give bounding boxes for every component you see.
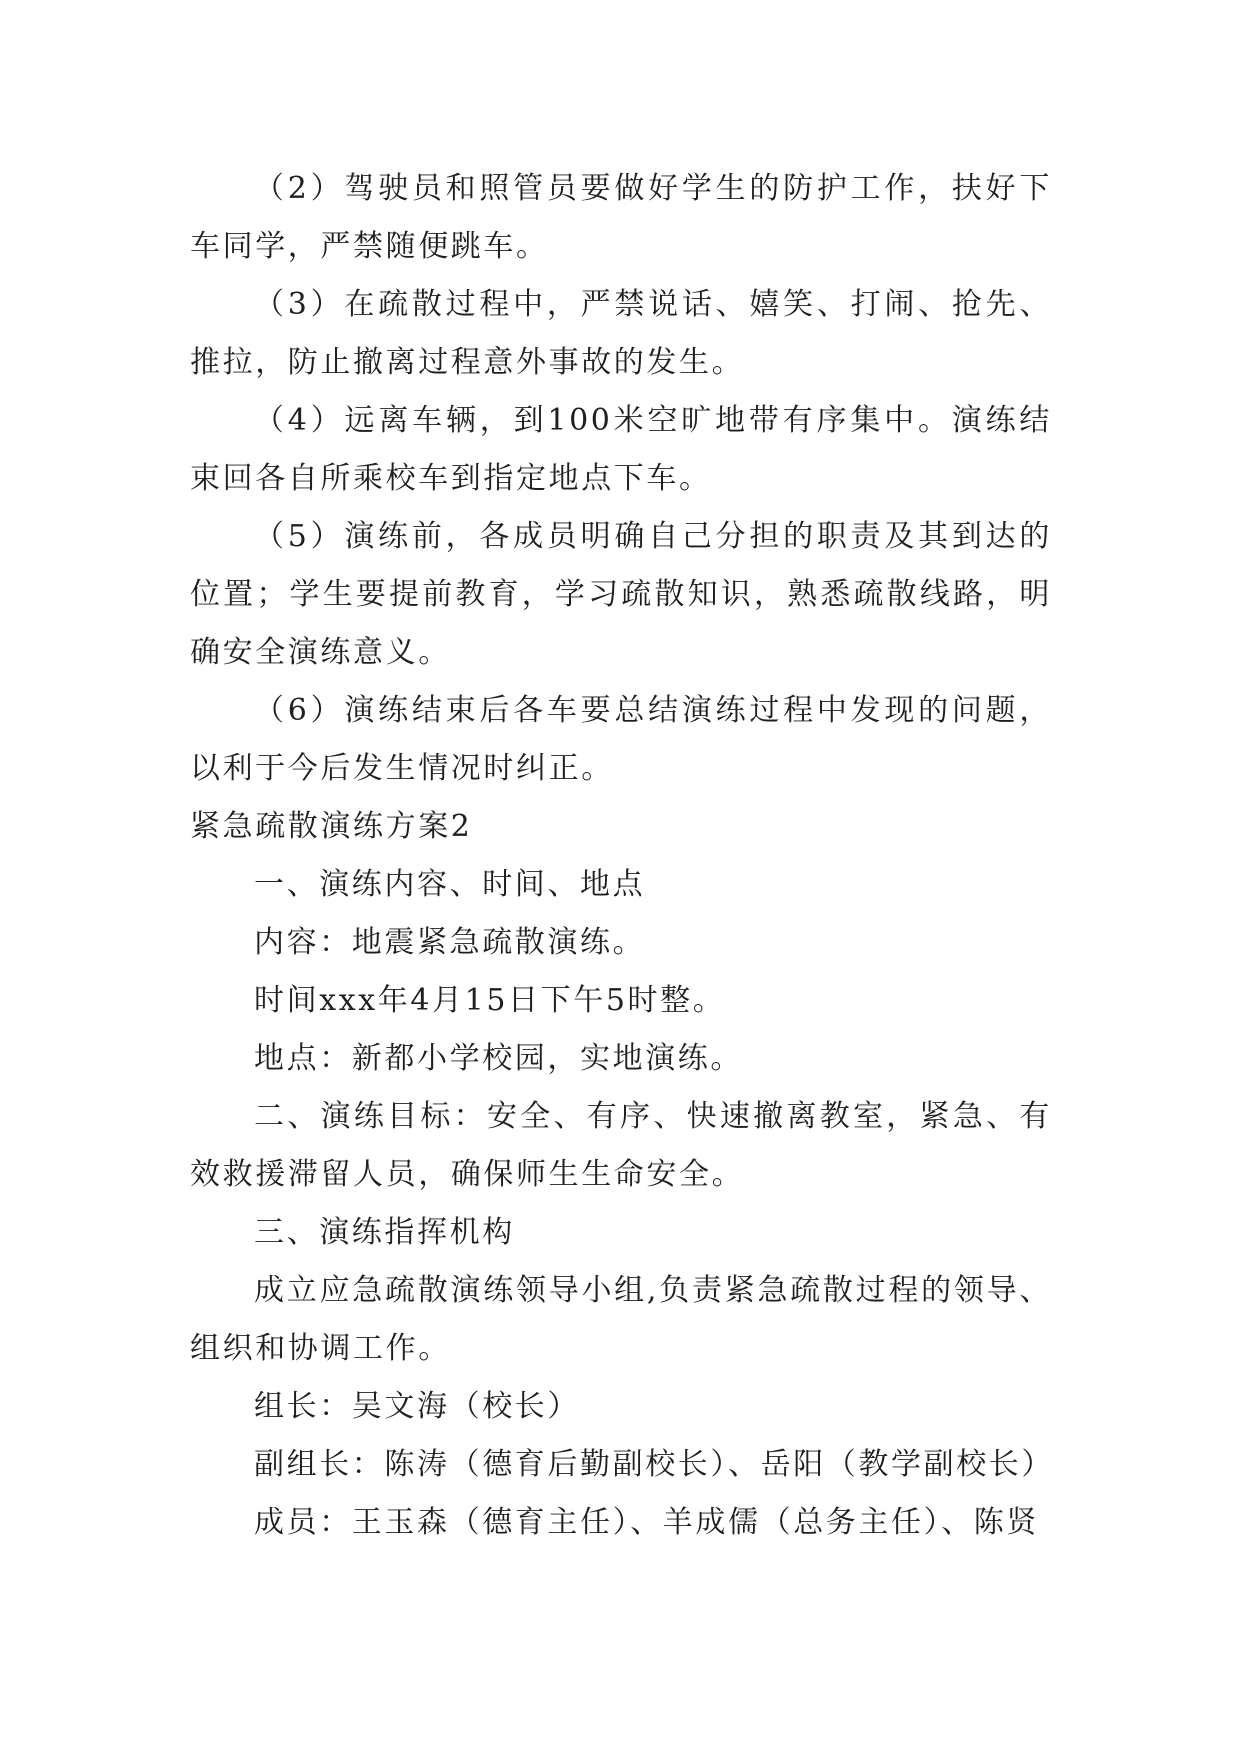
paragraph-item-3 (190, 276, 1052, 392)
paragraph-text: 二、演练目标：安全、有序、快速撤离教室，紧急、有效救援滞留人员，确保师生生命安全。 (190, 1099, 1052, 1192)
content-line (190, 914, 1052, 972)
paragraph-item-4 (190, 392, 1052, 508)
paragraph-text: 副组长：陈涛（德育后勤副校长）、岳阳（教学副校长） (254, 1447, 1054, 1482)
paragraph-text: （3）在疏散过程中，严禁说话、嬉笑、打闹、抢先、推拉，防止撤离过程意外事故的发生。 (190, 287, 1052, 380)
paragraph-item-2 (190, 160, 1052, 276)
deputy-leader-line (190, 1436, 1052, 1494)
group-leader-line (190, 1378, 1052, 1436)
paragraph-text: 地点：新都小学校园，实地演练。 (254, 1041, 743, 1076)
paragraph-text: （5）演练前，各成员明确自己分担的职责及其到达的位置；学生要提前教育，学习疏散知识，熟悉疏散线路，明确安全演练意义。 (190, 519, 1052, 670)
paragraph-text: （6）演练结束后各车要总结演练过程中发现的问题，以利于今后发生情况时纠正。 (190, 693, 1052, 786)
paragraph-text: 内容：地震紧急疏散演练。 (254, 925, 646, 960)
paragraph-text: （2）驾驶员和照管员要做好学生的防护工作，扶好下车同学，严禁随便跳车。 (190, 171, 1052, 264)
leadership-group-paragraph (190, 1262, 1052, 1378)
paragraph-text: 成立应急疏散演练领导小组,负责紧急疏散过程的领导、组织和协调工作。 (190, 1273, 1052, 1366)
section-title-text: 紧急疏散演练方案2 (190, 809, 473, 844)
place-line (190, 1030, 1052, 1088)
heading-drill-goals (190, 1088, 1052, 1204)
paragraph-text: 时间xxx年4月15日下午5时整。 (254, 983, 726, 1018)
document-body (190, 160, 1052, 1552)
paragraph-item-5 (190, 508, 1052, 682)
paragraph-text: 成员：王玉森（德育主任）、羊成儒（总务主任）、陈贤 (254, 1505, 1039, 1540)
paragraph-text: 三、演练指挥机构 (254, 1215, 515, 1250)
paragraph-text: 一、演练内容、时间、地点 (254, 867, 646, 902)
paragraph-text: 组长：吴文海（校长） (254, 1389, 580, 1424)
section-title (190, 798, 1052, 856)
heading-drill-content-time-place (190, 856, 1052, 914)
paragraph-item-6 (190, 682, 1052, 798)
members-line (190, 1494, 1052, 1552)
paragraph-text: （4）远离车辆，到100米空旷地带有序集中。演练结束回各自所乘校车到指定地点下车。 (190, 403, 1052, 496)
time-line (190, 972, 1052, 1030)
heading-command-structure (190, 1204, 1052, 1262)
